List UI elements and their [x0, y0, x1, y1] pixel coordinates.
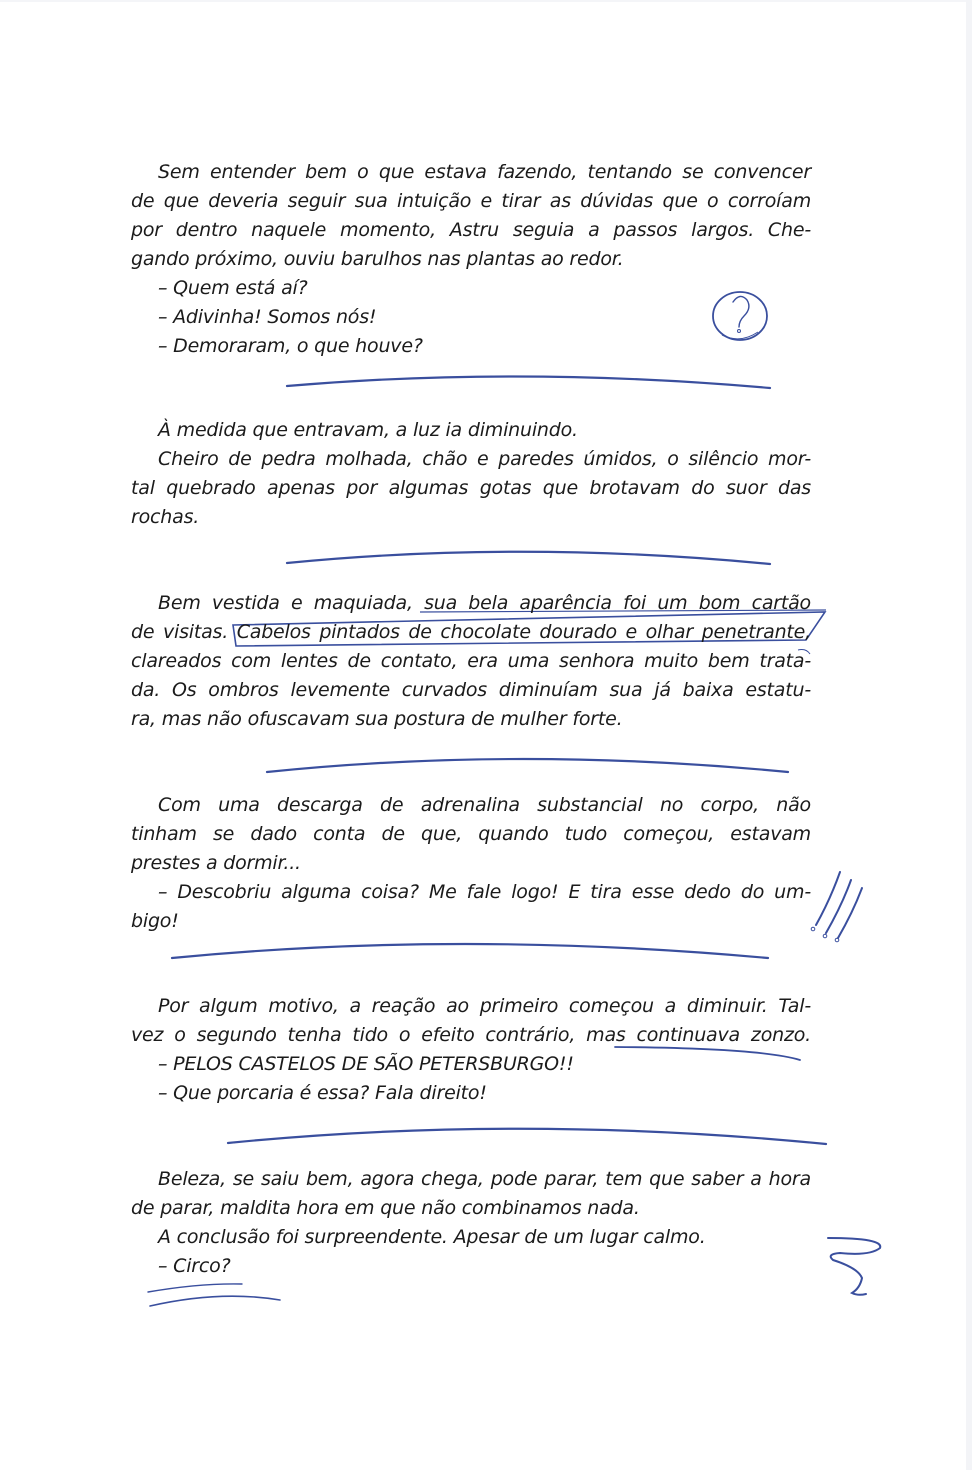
paragraph-line: Por algum motivo, a reação ao primeiro começou a diminuir. Tal-	[158, 995, 811, 1017]
dialogue-line: – Que porcaria é essa? Fala direito!	[158, 1082, 487, 1104]
paragraph-line: Cheiro de pedra molhada, chão e paredes úmidos, o silêncio mor-	[158, 448, 811, 470]
paragraph-line: de parar, maldita hora em que não combinamos nada.	[131, 1197, 640, 1219]
divider-stroke-2	[287, 552, 770, 564]
section-2	[131, 416, 811, 532]
paragraph-line: tinham se dado conta de que, quando tudo começou, estavam	[131, 823, 811, 845]
paragraph-line: clareados com lentes de contato, era uma senhora muito bem trata-	[131, 650, 811, 672]
dialogue-line: – Demoraram, o que houve?	[158, 335, 423, 357]
divider-stroke-1	[287, 376, 770, 388]
paragraph-line: rochas.	[131, 506, 200, 528]
paragraph-line: tal quebrado apenas por algumas gotas que brotavam do suor das	[131, 477, 811, 499]
paragraph-line: prestes a dormir...	[131, 852, 301, 874]
page-top-edge	[0, 0, 972, 2]
swoosh-stroke-2	[150, 1296, 280, 1306]
dialogue-line: – Descobriu alguma coisa? Me fale logo! E tira esse dedo do um-	[158, 881, 811, 903]
section-6	[131, 1165, 811, 1281]
section-3	[131, 589, 811, 734]
paragraph-line: À medida que entravam, a luz ia diminuindo.	[158, 419, 578, 441]
dialogue-line: bigo!	[131, 910, 179, 932]
paragraph-line: Bem vestida e maquiada, sua bela aparência foi um bom cartão	[158, 592, 811, 614]
dialogue-line: – Quem está aí?	[158, 277, 308, 299]
divider-stroke-3	[267, 759, 788, 772]
divider-stroke-5	[228, 1129, 826, 1144]
paragraph-line: de visitas. Cabelos pintados de chocolate dourado e olhar penetrante,	[131, 621, 811, 643]
section-1	[131, 158, 811, 361]
paragraph-line: A conclusão foi surpreendente. Apesar de um lugar calmo.	[158, 1226, 706, 1248]
section-4	[131, 791, 811, 936]
paragraph-line: da. Os ombros levemente curvados diminuíam sua já baixa estatu-	[131, 679, 811, 701]
page-right-edge	[966, 0, 972, 1470]
paragraph-line: Beleza, se saiu bem, agora chega, pode parar, tem que saber a hora	[158, 1168, 811, 1190]
paragraph-line: de que deveria seguir sua intuição e tirar as dúvidas que o corroíam	[131, 190, 811, 212]
dialogue-line: – Adivinha! Somos nós!	[158, 306, 377, 328]
paragraph-line: Sem entender bem o que estava fazendo, tentando se convencer	[158, 161, 811, 183]
dialogue-line: – PELOS CASTELOS DE SÃO PETERSBURGO!!	[158, 1053, 574, 1075]
paragraph-line: ra, mas não ofuscavam sua postura de mulher forte.	[131, 708, 623, 730]
swoosh-stroke-1	[148, 1284, 242, 1292]
paragraph-line: por dentro naquele momento, Astru seguia a passos largos. Che-	[131, 219, 811, 241]
section-5	[131, 992, 811, 1108]
paragraph-line: vez o segundo tenha tido o efeito contrário, mas continuava zonzo.	[131, 1024, 811, 1046]
squiggle-icon	[828, 1238, 880, 1295]
paragraph-line: gando próximo, ouviu barulhos nas plantas ao redor.	[131, 248, 624, 270]
paragraph-line: Com uma descarga de adrenalina substancial no corpo, não	[158, 794, 811, 816]
speed-lines-icon	[811, 872, 862, 942]
divider-stroke-4	[172, 944, 768, 958]
dialogue-line: – Circo?	[158, 1255, 231, 1277]
